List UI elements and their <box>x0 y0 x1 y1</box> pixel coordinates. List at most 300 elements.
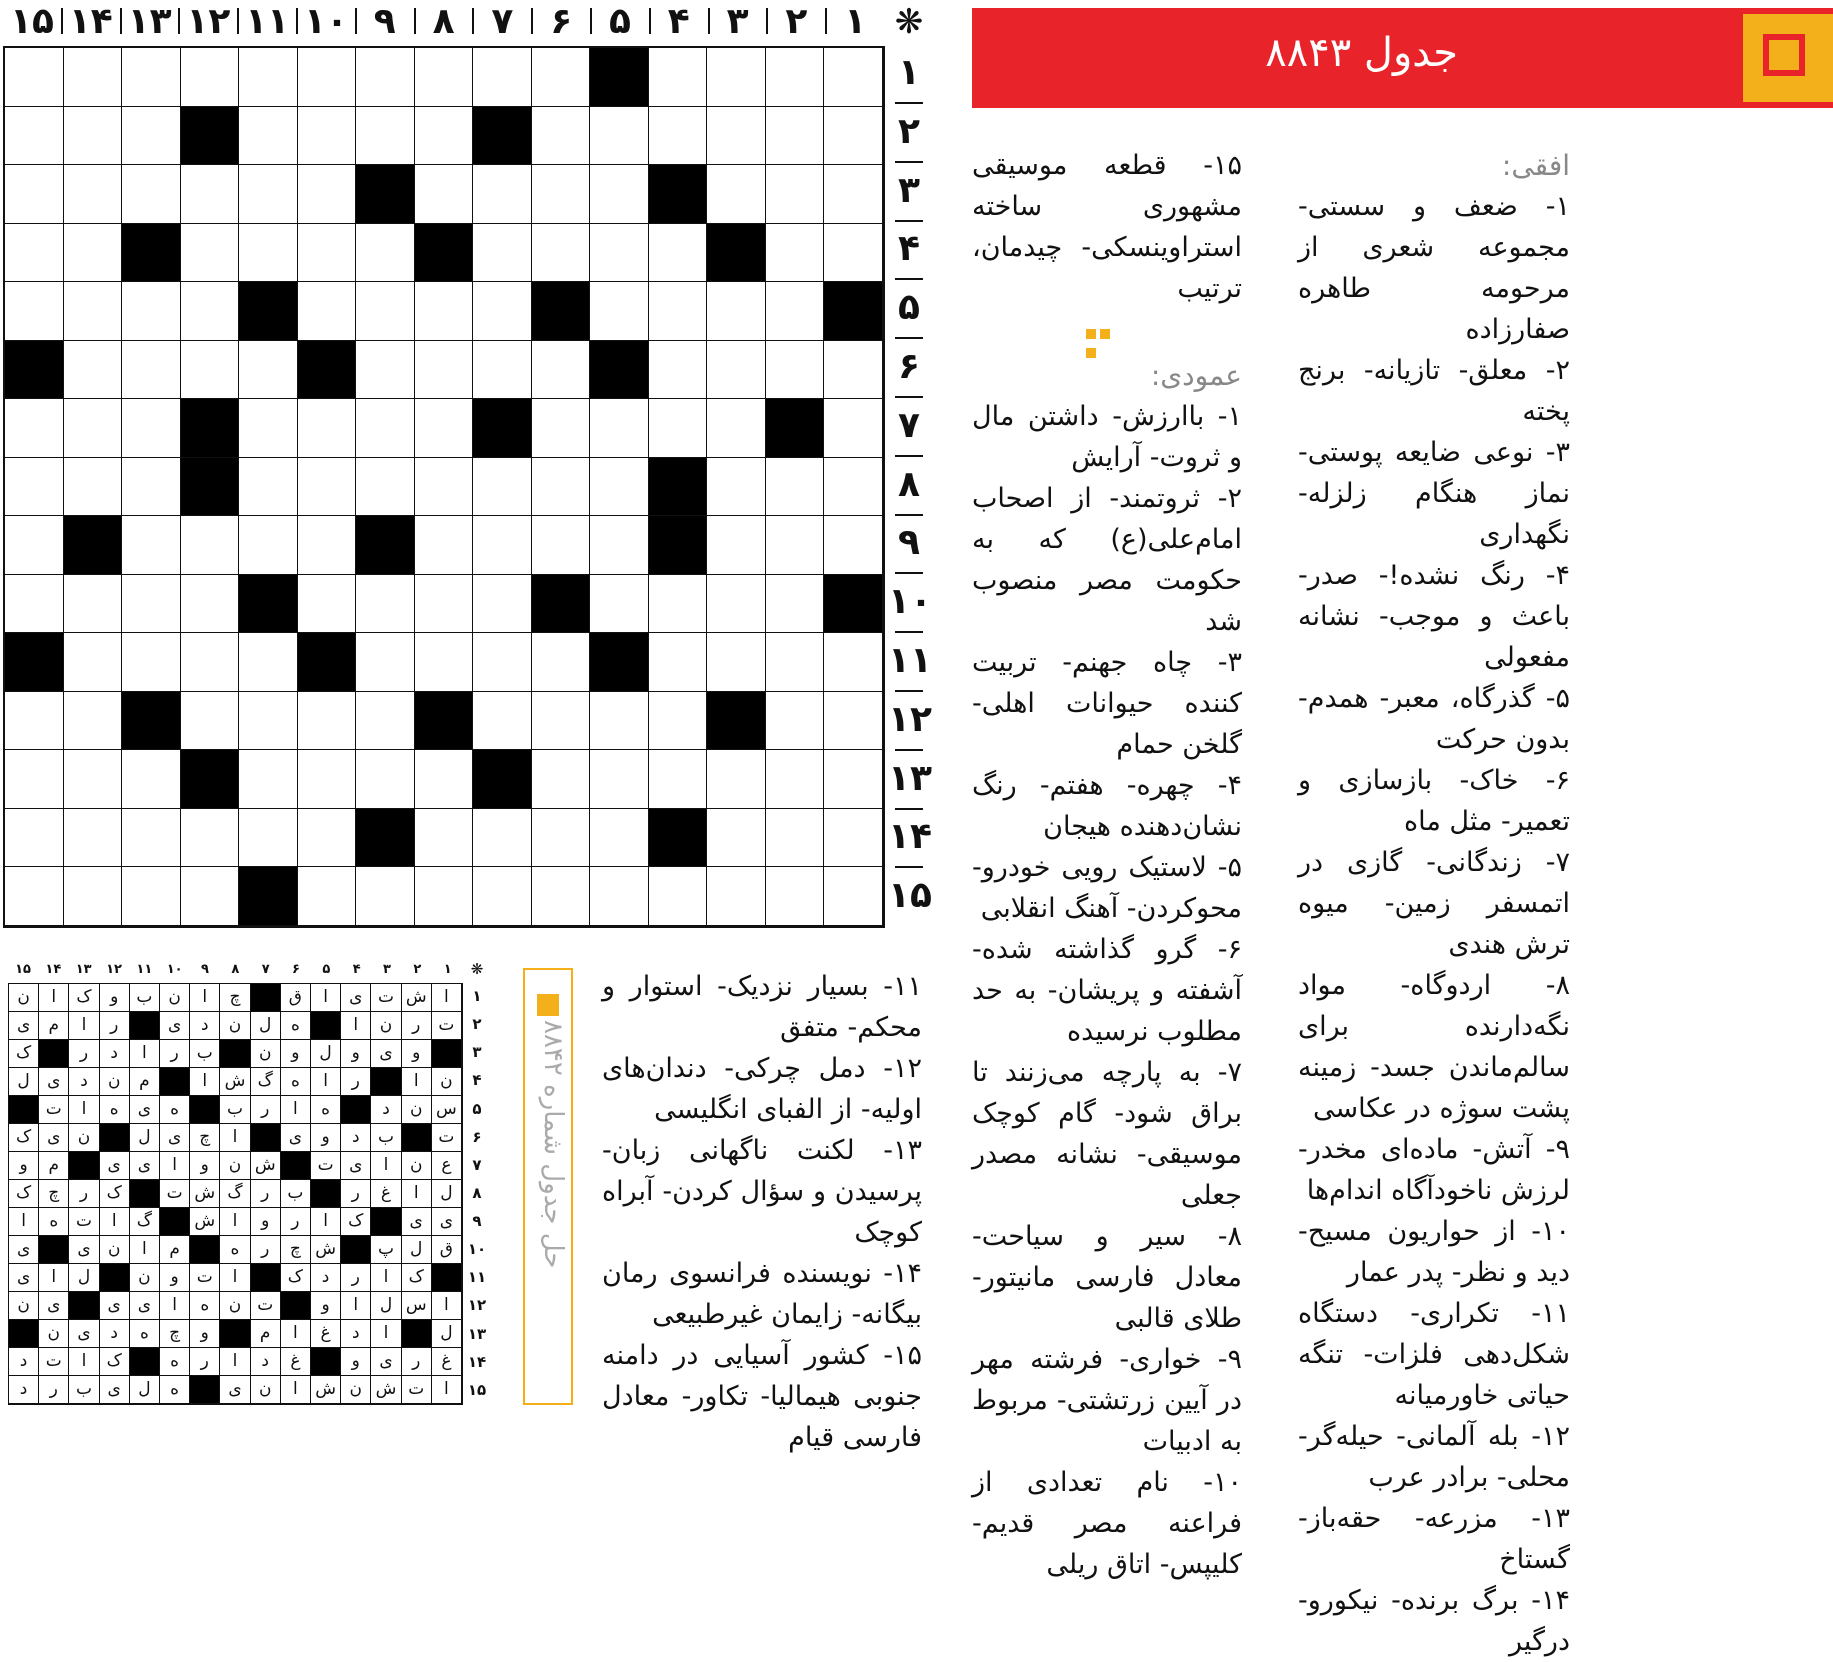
crossword-grid[interactable] <box>3 46 885 928</box>
grid-cell[interactable] <box>766 282 825 341</box>
grid-cell[interactable] <box>64 341 123 400</box>
solution-cell: گ <box>220 1180 250 1208</box>
solution-cell: د <box>371 1096 401 1124</box>
solution-cell: ا <box>9 1208 39 1236</box>
grid-cell[interactable] <box>766 692 825 751</box>
grid-cell[interactable] <box>356 633 415 692</box>
solution-column-number: ۴ <box>352 962 361 977</box>
grid-cell[interactable] <box>415 107 474 166</box>
grid-cell[interactable] <box>298 399 357 458</box>
grid-cell[interactable] <box>766 48 825 107</box>
grid-cell[interactable] <box>473 165 532 224</box>
grid-cell[interactable] <box>239 48 298 107</box>
grid-cell[interactable] <box>707 809 766 868</box>
solution-cell: ا <box>371 1320 401 1348</box>
grid-cell[interactable] <box>473 692 532 751</box>
solution-black-cell <box>251 1264 281 1292</box>
grid-cell[interactable] <box>64 458 123 517</box>
grid-cell[interactable] <box>64 750 123 809</box>
row-number: ۱۳ <box>888 757 932 799</box>
grid-cell[interactable] <box>64 165 123 224</box>
solution-cell: ن <box>402 1152 432 1180</box>
grid-cell[interactable] <box>181 867 240 926</box>
solution-cell: ی <box>402 1208 432 1236</box>
solution-column-number: ۱۴ <box>45 962 62 977</box>
grid-cell[interactable] <box>532 458 591 517</box>
grid-cell[interactable] <box>532 224 591 283</box>
grid-cell[interactable] <box>590 282 649 341</box>
column-number: ۱۱ <box>245 1 290 42</box>
grid-cell[interactable] <box>590 458 649 517</box>
grid-cell[interactable] <box>122 165 181 224</box>
grid-cell[interactable] <box>415 282 474 341</box>
grid-cell[interactable] <box>356 692 415 751</box>
grid-cell[interactable] <box>649 282 708 341</box>
grid-cell[interactable] <box>122 282 181 341</box>
solution-column-number: ۶ <box>292 962 300 977</box>
solution-black-cell <box>100 1264 130 1292</box>
clue-item: ۶- خاک- بازسازی و تعمیر- مثل ماه <box>1298 765 1570 837</box>
solution-cell: ک <box>69 984 99 1012</box>
grid-cell[interactable] <box>766 107 825 166</box>
grid-cell[interactable] <box>239 224 298 283</box>
grid-cell[interactable] <box>824 224 883 283</box>
grid-cell[interactable] <box>239 750 298 809</box>
solution-cell: ق <box>281 984 311 1012</box>
grid-cell[interactable] <box>473 575 532 634</box>
grid-cell[interactable] <box>649 633 708 692</box>
grid-cell[interactable] <box>298 575 357 634</box>
solution-cell: ب <box>371 1124 401 1152</box>
solution-cell: ی <box>371 1348 401 1376</box>
grid-cell[interactable] <box>181 692 240 751</box>
grid-cell[interactable] <box>5 165 64 224</box>
grid-cell[interactable] <box>649 867 708 926</box>
grid-cell[interactable] <box>64 107 123 166</box>
grid-cell[interactable] <box>532 165 591 224</box>
grid-cell[interactable] <box>707 165 766 224</box>
clue-item: ۸- اردوگاه- مواد نگه‌دارنده برای سالم‌ماندن جسد- زمینه پشت سوژه در عکاسی <box>1298 970 1570 1124</box>
solution-cell: ت <box>371 984 401 1012</box>
grid-cell[interactable] <box>356 341 415 400</box>
solution-cell: س <box>402 1292 432 1320</box>
row-number: ۸ <box>898 463 920 505</box>
grid-cell[interactable] <box>122 516 181 575</box>
grid-cell[interactable] <box>590 809 649 868</box>
grid-cell[interactable] <box>298 516 357 575</box>
grid-cell[interactable] <box>356 48 415 107</box>
grid-cell[interactable] <box>5 750 64 809</box>
solution-cell: و <box>190 1320 220 1348</box>
grid-cell[interactable] <box>473 282 532 341</box>
black-cell <box>239 867 298 926</box>
solution-cell: ی <box>100 1152 130 1180</box>
grid-cell[interactable] <box>239 633 298 692</box>
grid-cell[interactable] <box>415 341 474 400</box>
grid-cell[interactable] <box>532 107 591 166</box>
grid-cell[interactable] <box>590 399 649 458</box>
grid-cell[interactable] <box>5 399 64 458</box>
solution-cell: ر <box>69 1040 99 1068</box>
grid-cell[interactable] <box>707 750 766 809</box>
column-separator <box>120 8 122 34</box>
clue-item: ۹- خواری- فرشته مهر در آیین زرتشتی- مربوط به ادبیات <box>972 1344 1242 1457</box>
grid-cell[interactable] <box>473 516 532 575</box>
grid-cell[interactable] <box>532 516 591 575</box>
grid-cell[interactable] <box>122 867 181 926</box>
solution-black-cell <box>130 1348 160 1376</box>
grid-cell[interactable] <box>64 575 123 634</box>
grid-cell[interactable] <box>5 867 64 926</box>
clue-item: ۲- معلق- تازیانه- برنج پخته <box>1298 355 1570 427</box>
grid-cell[interactable] <box>122 750 181 809</box>
grid-cell[interactable] <box>473 809 532 868</box>
grid-cell[interactable] <box>181 165 240 224</box>
grid-cell[interactable] <box>707 107 766 166</box>
solution-cell: و <box>100 984 130 1012</box>
solution-cell: ق <box>432 1236 462 1264</box>
grid-cell[interactable] <box>532 750 591 809</box>
grid-cell[interactable] <box>766 458 825 517</box>
solution-cell: ه <box>311 1096 341 1124</box>
solution-cell: ی <box>341 984 371 1012</box>
solution-black-cell <box>281 1152 311 1180</box>
grid-cell[interactable] <box>590 516 649 575</box>
grid-cell[interactable] <box>649 341 708 400</box>
solution-cell: ش <box>190 1180 220 1208</box>
grid-cell[interactable] <box>707 399 766 458</box>
black-cell <box>649 165 708 224</box>
grid-cell[interactable] <box>766 867 825 926</box>
black-cell <box>5 633 64 692</box>
grid-cell[interactable] <box>707 575 766 634</box>
solution-cell: ا <box>69 1012 99 1040</box>
grid-cell[interactable] <box>356 867 415 926</box>
black-cell <box>181 750 240 809</box>
grid-cell[interactable] <box>473 458 532 517</box>
grid-cell[interactable] <box>649 399 708 458</box>
grid-cell[interactable] <box>181 282 240 341</box>
grid-cell[interactable] <box>122 458 181 517</box>
solution-cell: ر <box>69 1180 99 1208</box>
grid-cell[interactable] <box>356 458 415 517</box>
clue-item: ۱۳- لکنت ناگهانی زبان- پرسیدن و سؤال کردن- آبراه کوچک <box>602 1135 922 1248</box>
grid-cell[interactable] <box>64 633 123 692</box>
solution-row-number: ۵ <box>472 1099 482 1118</box>
clue-item: ۷- به پارچه می‌زنند تا براق شود- گام کوچک موسیقی- نشانه مصدر جعلی <box>972 1057 1242 1211</box>
logo <box>1743 14 1833 102</box>
grid-cell[interactable] <box>64 48 123 107</box>
grid-cell[interactable] <box>239 341 298 400</box>
grid-cell[interactable] <box>5 107 64 166</box>
solution-cell: ک <box>9 1040 39 1068</box>
grid-cell[interactable] <box>298 48 357 107</box>
solution-cell: ا <box>371 1152 401 1180</box>
grid-cell[interactable] <box>64 399 123 458</box>
grid-cell[interactable] <box>5 692 64 751</box>
solution-black-cell <box>69 1292 99 1320</box>
solution-cell: ی <box>100 1292 130 1320</box>
grid-cell[interactable] <box>5 224 64 283</box>
grid-cell[interactable] <box>707 282 766 341</box>
grid-cell[interactable] <box>122 809 181 868</box>
grid-cell[interactable] <box>532 809 591 868</box>
grid-cell[interactable] <box>239 516 298 575</box>
grid-cell[interactable] <box>64 692 123 751</box>
grid-cell[interactable] <box>590 575 649 634</box>
grid-cell[interactable] <box>590 224 649 283</box>
grid-cell[interactable] <box>473 341 532 400</box>
grid-cell[interactable] <box>590 165 649 224</box>
grid-cell[interactable] <box>5 458 64 517</box>
grid-cell[interactable] <box>473 48 532 107</box>
grid-cell[interactable] <box>356 107 415 166</box>
grid-cell[interactable] <box>649 750 708 809</box>
grid-cell[interactable] <box>415 750 474 809</box>
grid-cell[interactable] <box>415 516 474 575</box>
solution-cell: ا <box>190 1068 220 1096</box>
grid-cell[interactable] <box>5 48 64 107</box>
grid-cell[interactable] <box>649 107 708 166</box>
grid-cell[interactable] <box>707 516 766 575</box>
solution-cell: ب <box>190 1040 220 1068</box>
solution-cell: و <box>190 1152 220 1180</box>
solution-cell: د <box>341 1124 371 1152</box>
grid-cell[interactable] <box>590 107 649 166</box>
solution-row-number: ۱۲ <box>467 1296 487 1315</box>
grid-cell[interactable] <box>590 867 649 926</box>
grid-cell[interactable] <box>239 165 298 224</box>
solution-cell: ا <box>190 984 220 1012</box>
grid-cell[interactable] <box>766 575 825 634</box>
grid-cell[interactable] <box>649 692 708 751</box>
grid-cell[interactable] <box>239 399 298 458</box>
solution-cell: ت <box>311 1152 341 1180</box>
grid-cell[interactable] <box>5 516 64 575</box>
solution-cell: ر <box>251 1096 281 1124</box>
solution-cell: ه <box>190 1292 220 1320</box>
solution-cell: ی <box>432 1208 462 1236</box>
row-separator <box>895 572 923 574</box>
grid-cell[interactable] <box>707 48 766 107</box>
grid-cell[interactable] <box>824 809 883 868</box>
grid-cell[interactable] <box>64 867 123 926</box>
grid-cell[interactable] <box>824 692 883 751</box>
grid-cell[interactable] <box>824 516 883 575</box>
grid-cell[interactable] <box>298 282 357 341</box>
grid-cell[interactable] <box>707 867 766 926</box>
column-separator <box>61 8 63 34</box>
grid-cell[interactable] <box>532 867 591 926</box>
grid-cell[interactable] <box>824 750 883 809</box>
grid-cell[interactable] <box>415 867 474 926</box>
solution-cell: ل <box>371 1292 401 1320</box>
black-cell <box>181 399 240 458</box>
grid-cell[interactable] <box>181 633 240 692</box>
grid-cell[interactable] <box>356 399 415 458</box>
grid-cell[interactable] <box>298 107 357 166</box>
column-separator <box>472 8 474 34</box>
solution-black-cell <box>190 1096 220 1124</box>
grid-cell[interactable] <box>532 48 591 107</box>
clue-item: ۳- نوعی ضایعه پوستی- نماز هنگام زلزله- نگهداری <box>1298 437 1570 550</box>
grid-cell[interactable] <box>298 165 357 224</box>
grid-cell[interactable] <box>64 282 123 341</box>
solution-cell: ی <box>39 1292 69 1320</box>
solution-cell: ک <box>402 1264 432 1292</box>
grid-cell[interactable] <box>64 224 123 283</box>
solution-cell: ک <box>100 1348 130 1376</box>
grid-cell[interactable] <box>239 458 298 517</box>
solution-cell: ی <box>130 1096 160 1124</box>
grid-cell[interactable] <box>181 575 240 634</box>
grid-cell[interactable] <box>707 633 766 692</box>
solution-cell: م <box>251 1320 281 1348</box>
row-number: ۱۴ <box>888 816 932 858</box>
grid-cell[interactable] <box>766 516 825 575</box>
grid-cell[interactable] <box>298 809 357 868</box>
grid-cell[interactable] <box>415 48 474 107</box>
grid-cell[interactable] <box>239 107 298 166</box>
grid-cell[interactable] <box>64 809 123 868</box>
grid-cell[interactable] <box>5 575 64 634</box>
grid-cell[interactable] <box>649 48 708 107</box>
grid-cell[interactable] <box>356 224 415 283</box>
solution-cell: ا <box>432 1376 462 1404</box>
grid-cell[interactable] <box>122 633 181 692</box>
solution-cell: ا <box>69 1348 99 1376</box>
grid-cell[interactable] <box>824 341 883 400</box>
grid-cell[interactable] <box>181 809 240 868</box>
grid-cell[interactable] <box>298 692 357 751</box>
grid-cell[interactable] <box>415 633 474 692</box>
column-separator <box>178 8 180 34</box>
grid-cell[interactable] <box>415 809 474 868</box>
grid-cell[interactable] <box>532 399 591 458</box>
grid-cell[interactable] <box>5 809 64 868</box>
solution-cell: و <box>9 1152 39 1180</box>
grid-cell[interactable] <box>824 399 883 458</box>
solution-cell: ر <box>251 1236 281 1264</box>
row-separator <box>895 220 923 222</box>
grid-cell[interactable] <box>649 224 708 283</box>
grid-cell[interactable] <box>181 516 240 575</box>
grid-cell[interactable] <box>473 867 532 926</box>
column-number: ۵ <box>609 1 631 42</box>
clue-item: ۱۲- بله آلمانی- حیله‌گر- محلی- برادر عرب <box>1298 1421 1570 1493</box>
solution-cell: ش <box>371 1376 401 1404</box>
grid-cell[interactable] <box>824 867 883 926</box>
grid-cell[interactable] <box>181 224 240 283</box>
grid-cell[interactable] <box>122 341 181 400</box>
grid-cell[interactable] <box>766 750 825 809</box>
grid-cell[interactable] <box>824 107 883 166</box>
grid-corner-marker: ❋ <box>894 2 924 42</box>
grid-cell[interactable] <box>532 633 591 692</box>
grid-cell[interactable] <box>298 750 357 809</box>
grid-cell[interactable] <box>122 48 181 107</box>
grid-cell[interactable] <box>473 224 532 283</box>
grid-cell[interactable] <box>766 224 825 283</box>
solution-column-number: ۸ <box>231 962 240 977</box>
grid-cell[interactable] <box>415 458 474 517</box>
grid-cell[interactable] <box>766 633 825 692</box>
grid-cell[interactable] <box>473 633 532 692</box>
grid-cell[interactable] <box>824 633 883 692</box>
solution-column-number: ۱۳ <box>75 962 92 977</box>
grid-cell[interactable] <box>181 341 240 400</box>
grid-cell[interactable] <box>298 867 357 926</box>
solution-cell: ل <box>251 1012 281 1040</box>
grid-cell[interactable] <box>181 48 240 107</box>
row-separator <box>895 278 923 280</box>
row-separator <box>895 514 923 516</box>
grid-cell[interactable] <box>239 692 298 751</box>
solution-cell: ر <box>190 1348 220 1376</box>
grid-cell[interactable] <box>824 48 883 107</box>
solution-cell: ن <box>341 1376 371 1404</box>
black-cell <box>298 341 357 400</box>
solution-cell: ن <box>432 1068 462 1096</box>
solution-cell: ا <box>281 1320 311 1348</box>
grid-cell[interactable] <box>415 165 474 224</box>
grid-cell[interactable] <box>590 692 649 751</box>
grid-cell[interactable] <box>824 165 883 224</box>
grid-cell[interactable] <box>356 575 415 634</box>
solution-row-number: ۲ <box>472 1015 482 1034</box>
grid-cell[interactable] <box>649 575 708 634</box>
grid-cell[interactable] <box>415 575 474 634</box>
grid-cell[interactable] <box>532 692 591 751</box>
grid-cell[interactable] <box>298 224 357 283</box>
solution-cell: ش <box>220 1068 250 1096</box>
black-cell <box>181 107 240 166</box>
grid-cell[interactable] <box>766 341 825 400</box>
grid-cell[interactable] <box>766 809 825 868</box>
grid-cell[interactable] <box>122 575 181 634</box>
solution-cell: گ <box>130 1208 160 1236</box>
grid-cell[interactable] <box>239 809 298 868</box>
grid-cell[interactable] <box>766 165 825 224</box>
solution-cell: ت <box>160 1180 190 1208</box>
solution-cell: ت <box>432 1124 462 1152</box>
solution-cell: ن <box>220 1012 250 1040</box>
solution-label: حل جدول شماره ۸۸۴۲ <box>538 1020 568 1269</box>
solution-cell: و <box>281 1040 311 1068</box>
grid-cell[interactable] <box>824 458 883 517</box>
grid-cell[interactable] <box>707 341 766 400</box>
black-cell <box>64 516 123 575</box>
solution-cell: ا <box>100 1208 130 1236</box>
solution-black-cell <box>251 984 281 1012</box>
grid-cell[interactable] <box>590 750 649 809</box>
grid-cell[interactable] <box>122 399 181 458</box>
grid-cell[interactable] <box>356 750 415 809</box>
clue-item: ۱۱- بسیار نزدیک- استوار و محکم- متفق <box>602 971 922 1043</box>
grid-cell[interactable] <box>707 458 766 517</box>
solution-cell: ن <box>251 1040 281 1068</box>
clue-item: ۸- سیر و سیاحت- معادل فارسی مانیتور- طلای قالبی <box>972 1221 1242 1334</box>
grid-cell[interactable] <box>415 399 474 458</box>
grid-cell[interactable] <box>532 341 591 400</box>
grid-cell[interactable] <box>356 282 415 341</box>
grid-cell[interactable] <box>298 458 357 517</box>
black-cell <box>649 809 708 868</box>
clue-item: ۵- لاستیک رویی خودرو- محوکردن- آهنگ انقلابی <box>972 852 1242 924</box>
grid-cell[interactable] <box>5 282 64 341</box>
grid-cell[interactable] <box>122 107 181 166</box>
black-cell <box>356 809 415 868</box>
